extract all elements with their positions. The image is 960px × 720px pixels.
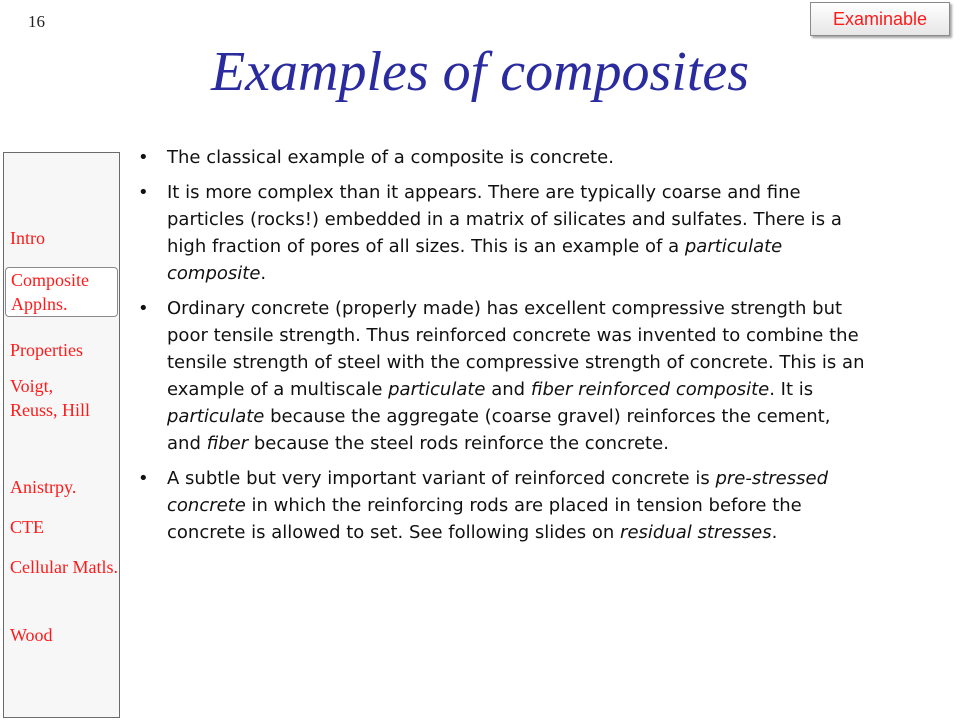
bullet-text: . — [260, 263, 267, 284]
nav-item-voigt-reuss-hill[interactable]: Voigt, Reuss, Hill — [10, 376, 91, 420]
bullet-emphasis: particulate composite — [167, 236, 783, 284]
examinable-badge[interactable]: Examinable — [810, 2, 950, 36]
nav-item-wood[interactable]: Wood — [10, 625, 53, 645]
sidebar-nav — [3, 152, 120, 718]
slide-number: 16 — [28, 12, 45, 31]
bullet-text: because the steel rods reinforce the concrete. — [248, 433, 669, 454]
bullet-text: The classical example of a composite is concrete. — [167, 147, 614, 168]
slide-body — [128, 144, 868, 554]
nav-item-composite-applns[interactable]: Composite Applns. — [5, 267, 118, 317]
nav-item-cte[interactable]: CTE — [10, 517, 44, 537]
nav-item-anistrpy[interactable]: Anistrpy. — [10, 477, 77, 497]
bullet-item — [128, 295, 868, 457]
bullet-dot-icon: • — [138, 298, 149, 319]
bullet-dot-icon: • — [138, 182, 149, 203]
bullet-emphasis: pre-stressed concrete — [167, 468, 829, 516]
bullet-text: It is more complex than it appears. There are typically coarse and fine particles (rocks!) embedded in a matrix of silicates and sulfates. There is a high fraction of pores of all sizes. This is an example of a — [167, 182, 842, 257]
bullet-emphasis: particulate — [167, 406, 265, 427]
bullet-text: . It is — [769, 379, 814, 400]
bullet-emphasis: particulate — [388, 379, 486, 400]
bullet-item — [128, 144, 868, 171]
bullet-emphasis: fiber reinforced composite — [530, 379, 770, 400]
bullet-text: A subtle but very important variant of reinforced concrete is — [167, 468, 716, 489]
bullet-text: Ordinary concrete (properly made) has excellent compressive strength but poor tensile strength. Thus reinforced concrete was invented to combine the tensile strength of steel with the compressive strength of concrete. This is an example of a multiscale — [167, 298, 865, 400]
bullet-dot-icon: • — [138, 468, 149, 489]
nav-item-intro[interactable]: Intro — [10, 228, 45, 248]
bullet-text: in which the reinforcing rods are placed in tension before the concrete is allowed to set. See following slides on — [167, 495, 802, 543]
nav-item-cellular-matls[interactable]: Cellular Matls. — [10, 557, 118, 577]
bullet-emphasis: residual stresses — [620, 522, 772, 543]
page-title: Examples of composites — [210, 41, 750, 103]
bullet-emphasis: fiber — [206, 433, 249, 454]
bullet-item — [128, 179, 868, 287]
bullet-dot-icon: • — [138, 147, 149, 168]
bullet-text: and — [485, 379, 531, 400]
bullet-text: . — [771, 522, 778, 543]
bullet-item — [128, 465, 868, 546]
bullet-text: because the aggregate (coarse gravel) reinforces the cement, and — [167, 406, 831, 454]
nav-item-properties[interactable]: Properties — [10, 340, 83, 360]
